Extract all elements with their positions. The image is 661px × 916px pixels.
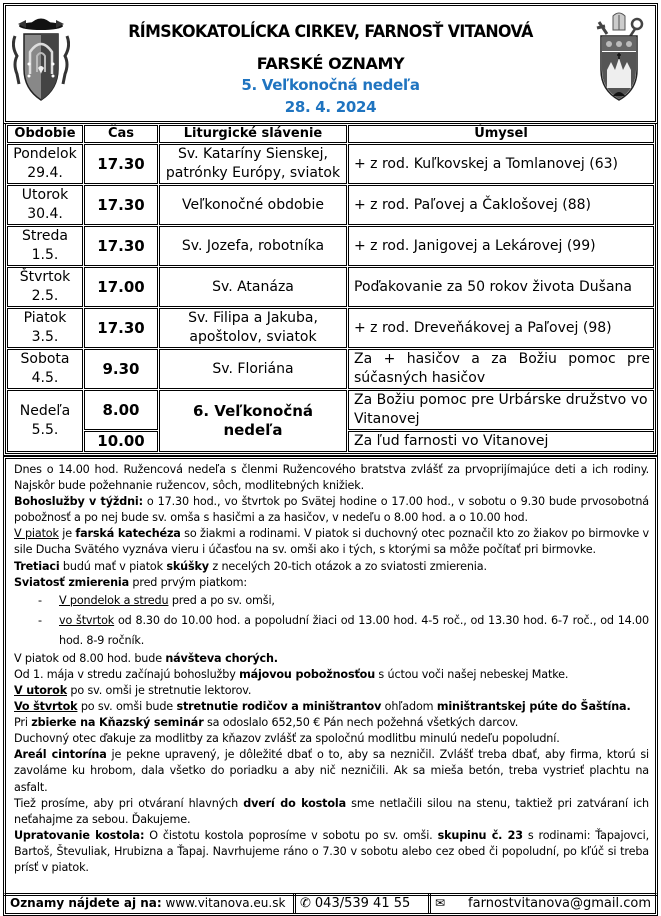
announcement-weekly-masses: Bohoslužby v týždni: o 17.30 hod., vo štvrtok po Svätej hodine o 17.00 hod., v sobotu o 9.30 bude prvosobotná pobožnosť a po nej bude sv. omša s hasičmi a za hasičov, v nedeľu o 8.00 hod. a o 10.00 hod. (14, 495, 650, 525)
announcement-catechesis: V piatok je farská katechéza so žiakmi a rodinami. V piatok si duchovný otec poznačil kto zo žiakov po birmovke v sile Ducha Svätého vyznáva vieru i účasťou na sv. omši ako i tých, s ktorými sa môže počítať pri birmovke. (14, 527, 649, 557)
phone-number[interactable]: 043/539 41 55 (314, 896, 411, 911)
liturgy-cell: Sv. Atanáza (159, 267, 347, 307)
website-link[interactable]: www.vitanova.eu.sk (165, 896, 286, 910)
intention-cell: Za + hasičov a za Božiu pomoc pre súčasných hasičov (348, 349, 654, 389)
table-row (7, 390, 654, 430)
announcement-lectors: V utorok po sv. omši je stretnutie lektorov. (14, 683, 252, 697)
intention-cell: + z rod. Dreveňákovej a Paľovej (98) (348, 308, 654, 348)
day-cell: Streda 1.5. (7, 226, 83, 266)
table-row (7, 267, 654, 307)
intention-cell: Za ľud farnosti vo Vitanovej (348, 431, 654, 452)
liturgical-occasion: 5. Veľkonočná nedeľa (241, 76, 420, 94)
time-cell: 9.30 (84, 349, 158, 389)
confession-item-thursday: - vo štvrtok od 8.30 do 10.00 hod. a popoludní žiaci od 13.00 hod. 4-5 roč., od 13.30 hod. 6-7 roč., od 14.00 hod. 8-9 ročník. (38, 613, 649, 647)
announcement-church-cleaning: Upratovanie kostola: O čistotu kostola poprosíme v sobotu po sv. omši. skupinu č. 23 s rodinami: Ťapajovci, Bartoš, Števuliak, Hrubizna a Ťapaj. Navrhujeme ráno o 7.30 v sobotu alebo cez obed či popoludní, po kľúč si treba prísť v piatok. (14, 828, 649, 874)
website-cell (6, 894, 296, 913)
time-cell: 17.30 (84, 185, 158, 225)
announcement-confession: Sviatosť zmierenia pred prvým piatkom: (14, 575, 248, 589)
table-row (7, 349, 654, 389)
announcement-may-devotion: Od 1. mája v stredu začínajú bohoslužby májovou pobožnosťou s úctou voči našej nebeskej Matke. (14, 667, 569, 681)
contact-footer (3, 893, 658, 916)
announcement-sick-visits: V piatok od 8.00 hod. bude návšteva chorých. (14, 651, 278, 665)
liturgy-cell: Sv. Filipa a Jakuba, apoštolov, sviatok (159, 308, 347, 348)
email-cell (431, 894, 655, 913)
bulletin-header (3, 3, 658, 124)
announcement-third-graders: Tretiaci budú mať v piatok skúšky z necelých 20-tich otázok a zo sviatosti zmierenia. (14, 559, 487, 573)
time-cell: 17.30 (84, 226, 158, 266)
diocese-coat-of-arms-icon (593, 12, 645, 104)
phone-cell (296, 894, 431, 913)
day-cell: Pondelok 29.4. (7, 144, 83, 184)
liturgy-cell: Sv. Kataríny Sienskej, patrónky Európy, sviatok (159, 144, 347, 184)
bulletin-title: FARSKÉ OZNAMY (256, 54, 405, 73)
intention-cell: Za Božiu pomoc pre Urbárske družstvo vo Vitanovej (348, 390, 654, 430)
day-cell: Sobota 4.5. (7, 349, 83, 389)
table-row (7, 308, 654, 348)
announcement-church-doors: Tiež prosíme, aby pri otváraní hlavných dverí do kostola sme netlačili silou na stenu, taktiež pri zatváraní ich neťahajme za sebou. Ďakujeme. (14, 796, 650, 826)
parish-title: RÍMSKOKATOLÍCKA CIRKEV, FARNOSŤ VITANOVÁ (128, 22, 533, 42)
day-cell: Štvrtok 2.5. (7, 267, 83, 307)
announcement-rosary-sunday: Dnes o 14.00 hod. Ružencová nedeľa s členmi Ružencového bratstva zvlášť za prvoprijímajúce deti a ich rodiny. Najskôr bude požehnanie ružencov, sôch, modlitebných knižiek. (14, 463, 649, 493)
table-row (7, 226, 654, 266)
announcement-cemetery: Areál cintorína je pekne upravený, je dôležité dbať o to, aby sa nezničil. Zvlášť treba dbať, aby firma, ktorú si zavoláme ku hrobom, dala všetko do poriadku a aby nič nezničili. Ak sa mieša betón, treba vystrieť plachtu na asfalt. (14, 748, 649, 794)
column-header-intention: Úmysel (348, 125, 654, 143)
email-link[interactable]: farnostvitanova@gmail.com (468, 896, 651, 911)
liturgy-cell: Sv. Jozefa, robotníka (159, 226, 347, 266)
table-row (7, 144, 654, 184)
time-cell: 17.30 (84, 144, 158, 184)
mass-schedule-table (3, 124, 658, 456)
time-cell: 10.00 (84, 431, 158, 452)
intention-cell: Poďakovanie za 50 rokov života Dušana (348, 267, 654, 307)
announcement-seminary-collection: Pri zbierke na Kňazský seminár sa odoslalo 652,50 € Pán nech požehná všetkých darcov. (14, 716, 519, 730)
day-cell: Piatok 3.5. (7, 308, 83, 348)
title-block (76, 22, 585, 117)
confession-item-mon-wed: - V pondelok a stredu pred a po sv. omši, (38, 593, 275, 607)
time-cell: 17.30 (84, 308, 158, 348)
table-row (7, 185, 654, 225)
announcement-thanks-prayers: Duchovný otec ďakuje za modlitby za kňazov zvlášť za spoločnú modlitbu minulú nedeľu popoludní. (14, 732, 560, 746)
day-cell: Nedeľa 5.5. (7, 390, 83, 452)
envelope-icon: ✉ (435, 896, 446, 910)
time-cell: 17.00 (84, 267, 158, 307)
column-header-liturgy: Liturgické slávenie (159, 125, 347, 143)
time-cell: 8.00 (84, 390, 158, 430)
intention-cell: + z rod. Kuľkovskej a Tomlanovej (63) (348, 144, 654, 184)
table-header-row (7, 125, 654, 143)
liturgy-cell: 6. Veľkonočná nedeľa (159, 390, 347, 452)
parish-coat-of-arms-icon (12, 14, 70, 104)
footer-label: Oznamy nájdete aj na: (10, 896, 162, 910)
day-cell: Utorok 30.4. (7, 185, 83, 225)
announcement-altar-servers: Vo štvrtok po sv. omši bude stretnutie rodičov a miništrantov ohľadom miništrantskej púte do Šaštína. (14, 700, 631, 714)
bulletin-date: 28. 4. 2024 (284, 98, 377, 116)
column-header-period: Obdobie (7, 125, 83, 143)
intention-cell: + z rod. Paľovej a Čaklošovej (88) (348, 185, 654, 225)
column-header-time: Čas (84, 125, 158, 143)
phone-icon: ✆ (300, 896, 311, 911)
liturgy-cell: Sv. Floriána (159, 349, 347, 389)
liturgy-cell: Veľkonočné obdobie (159, 185, 347, 225)
intention-cell: + z rod. Janigovej a Lekárovej (99) (348, 226, 654, 266)
announcements-box (3, 456, 658, 896)
